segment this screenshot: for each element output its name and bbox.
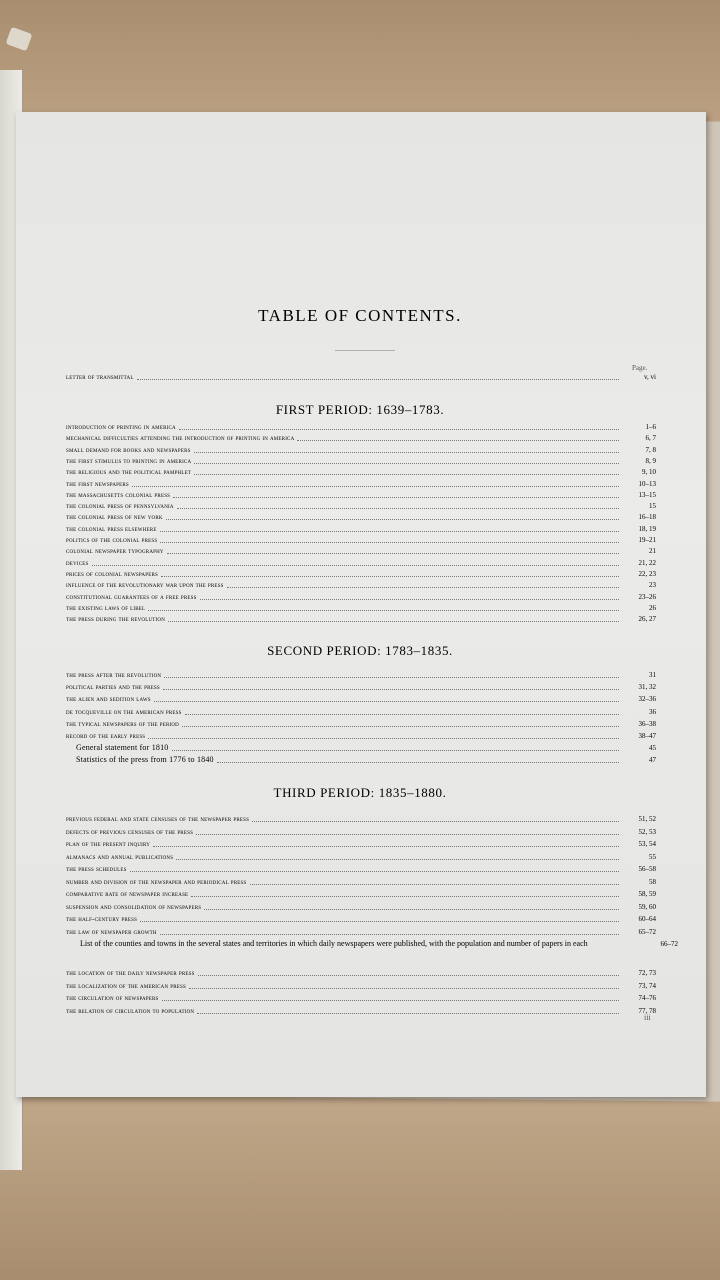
dot-leader [167, 552, 619, 554]
dot-leader [250, 883, 619, 885]
toc-entry [66, 979, 656, 991]
toc-entry-label: the first newspapers [66, 479, 129, 488]
toc-entry-label: the religious and the political pamphlet [66, 468, 192, 477]
toc-entry-label: the typical newspapers of the period [66, 719, 179, 728]
toc-entry-label: letter of transmittal [66, 373, 134, 381]
toc-entry-label: the existing laws of libel [66, 603, 146, 612]
toc-entry [66, 370, 656, 382]
dot-leader [197, 1012, 619, 1014]
toc-entry [66, 825, 656, 837]
toc-entry [66, 590, 656, 602]
page-column-heading: Page. [632, 364, 648, 372]
toc-entry-label: number and division of the newspaper and periodical press [66, 877, 247, 886]
toc-entry-label: the relation of circulation to population [66, 1006, 195, 1015]
dot-leader [176, 858, 619, 860]
toc-entry [66, 837, 656, 849]
toc-entry-page: 51, 52 [638, 815, 656, 823]
toc-entry [66, 533, 656, 545]
dot-leader [130, 870, 619, 872]
dot-leader [194, 473, 619, 475]
toc-entry-page: 56–58 [638, 865, 656, 873]
toc-entry-page: 26 [649, 603, 656, 612]
toc-entry-label: political parties and the press [66, 683, 160, 692]
toc-entry [66, 1004, 656, 1016]
dot-leader [168, 620, 619, 622]
toc-entry-page: 8, 9 [645, 456, 656, 465]
toc-entry-page: 15 [649, 502, 656, 511]
dot-leader [148, 737, 619, 739]
toc-entry [66, 522, 656, 534]
toc-entry-page: 6, 7 [645, 434, 656, 443]
section-heading: SECOND PERIOD: 1783–1835. [267, 643, 453, 658]
toc-entry-label: previous federal and state censuses of the newspaper press [66, 815, 250, 823]
toc-entry [66, 465, 656, 477]
toc-entry-label: the location of the daily newspaper press [66, 969, 195, 977]
toc-entry-label: the colonial press of new york [66, 513, 163, 522]
dot-leader [191, 895, 619, 897]
toc-entry [66, 912, 656, 924]
dot-leader [227, 586, 619, 588]
toc-entry-page: 31 [649, 671, 656, 679]
dot-leader [132, 485, 619, 487]
toc-entry-page: 52, 53 [638, 827, 656, 836]
toc-entry-page: 58, 59 [638, 890, 656, 898]
toc-entry [66, 753, 656, 765]
toc-entry-label: small demand for books and newspapers [66, 445, 191, 454]
dot-leader [297, 439, 619, 441]
toc-entry-page: 7, 8 [645, 445, 656, 454]
dot-leader [154, 700, 619, 702]
toc-entry [66, 556, 656, 568]
toc-entry-page: 21 [649, 547, 656, 556]
toc-entry-page: 77, 78 [638, 1006, 656, 1015]
toc-entry-label: List of the counties and towns in the several states and territories in which daily newspapers were published, with the population and number of papers in each [80, 939, 588, 948]
toc-entry-label: politics of the colonial press [66, 536, 158, 544]
folio-number: iii [644, 1013, 651, 1022]
toc-entry-page: 23 [649, 581, 656, 590]
toc-entry [66, 510, 656, 522]
toc-entry [66, 488, 656, 500]
dot-leader [162, 999, 619, 1001]
toc-entry-label: the press during the revolution [66, 615, 166, 624]
toc-entry [66, 420, 656, 432]
toc-entry-label: record of the early press [66, 732, 146, 740]
toc-entry-label: almanacs and annual publications [66, 852, 174, 861]
toc-entry-label: the massachusetts colonial press [66, 490, 171, 499]
dot-leader [160, 933, 619, 935]
toc-entry-label: constitutional guarantees of a free press [66, 592, 197, 601]
toc-entry-label: defects of previous censuses of the press [66, 827, 194, 836]
toc-entry [66, 692, 656, 704]
toc-entry-label: prices of colonial newspapers [66, 569, 158, 578]
dot-leader [194, 462, 619, 464]
toc-entry [66, 991, 656, 1003]
toc-entry-label: the colonial press elsewhere [66, 524, 157, 533]
toc-entry [66, 900, 656, 912]
toc-entry-label: the half-century press [66, 915, 138, 923]
toc-entry [66, 862, 656, 874]
toc-entry-label: devices [66, 558, 89, 567]
toc-entry [66, 812, 656, 824]
toc-entry-label: the circulation of newspapers [66, 994, 159, 1002]
toc-entry [66, 544, 656, 556]
toc-entry-page: 32–36 [638, 695, 656, 704]
toc-entry-page: 47 [649, 756, 656, 765]
background-table-top [0, 0, 720, 130]
toc-entry-page: 13–15 [638, 490, 656, 499]
dot-leader [185, 713, 619, 715]
dot-leader [204, 908, 619, 910]
toc-entry-label: the colonial press of pennsylvania [66, 502, 174, 511]
toc-entry [66, 680, 656, 692]
dot-leader [177, 507, 619, 509]
dot-leader [173, 496, 619, 498]
dot-leader [166, 518, 619, 520]
toc-entry-page: 19–21 [638, 536, 656, 544]
dot-leader [194, 451, 619, 453]
toc-entry-long [70, 938, 678, 950]
toc-entry-page: 31, 32 [638, 683, 656, 692]
toc-entry [66, 875, 656, 887]
toc-entry-label: Statistics of the press from 1776 to 1840 [76, 755, 214, 765]
toc-entry [66, 454, 656, 466]
dot-leader [164, 676, 619, 678]
toc-entry [66, 850, 656, 862]
toc-entry-page: 73, 74 [638, 981, 656, 990]
dot-leader [198, 974, 619, 976]
dot-leader [179, 428, 619, 430]
toc-entry-label: colonial newspaper typography [66, 547, 164, 556]
toc-entry-page: 9, 10 [642, 468, 656, 477]
dot-leader [148, 609, 619, 611]
toc-entry-page: 23–26 [638, 592, 656, 601]
toc-entry-label: de tocqueville on the american press [66, 707, 182, 716]
toc-entry [66, 443, 656, 455]
toc-entry-page: 1–6 [645, 423, 656, 431]
toc-entry-page: 72, 73 [638, 969, 656, 977]
toc-entry-label: the press schedules [66, 865, 127, 873]
toc-entry-page: 45 [649, 744, 656, 753]
toc-entry-label: plan of the present inquiry [66, 840, 151, 848]
dot-leader [196, 833, 619, 835]
toc-entry-page: 66–72 [660, 940, 678, 948]
toc-entry-label: comparative rate of newspaper increase [66, 890, 189, 898]
toc-entry [66, 705, 656, 717]
toc-entry [66, 567, 656, 579]
toc-entry-page: 58 [649, 877, 656, 886]
dot-leader [189, 987, 619, 989]
page-title: TABLE OF CONTENTS. [258, 306, 462, 325]
section-heading: FIRST PERIOD: 1639–1783. [275, 402, 445, 417]
toc-entry-page: 36 [649, 707, 656, 716]
dot-leader [182, 725, 619, 727]
toc-entry [66, 741, 656, 753]
toc-entry-page: 65–72 [638, 927, 656, 936]
toc-entry-page: 21, 22 [638, 558, 656, 567]
dot-leader [252, 820, 619, 822]
toc-entry-label: suspension and consolidation of newspapers [66, 902, 202, 911]
toc-entry [66, 887, 656, 899]
section-heading: THIRD PERIOD: 1835–1880. [273, 785, 447, 800]
toc-entry-page: v, vi [644, 373, 656, 381]
toc-entry [66, 578, 656, 590]
toc-entry-label: the press after the revolution [66, 671, 162, 679]
background-table-bottom [0, 1080, 720, 1280]
toc-entry-label: introduction of printing in america [66, 423, 176, 431]
dot-leader [153, 845, 619, 847]
toc-entry-page: 16–18 [638, 513, 656, 522]
toc-entry-page: 38–47 [638, 732, 656, 740]
toc-entry-label: influence of the revolutionary war upon the press [66, 581, 224, 590]
toc-entry [66, 717, 656, 729]
toc-entry-page: 22, 23 [638, 569, 656, 578]
toc-entry-label: General statement for 1810 [76, 743, 169, 753]
dot-leader [217, 761, 619, 763]
title-rule [335, 350, 395, 351]
toc-entry [66, 668, 656, 680]
toc-entry [66, 499, 656, 511]
toc-entry-page: 36–38 [638, 719, 656, 728]
toc-entry-label: the localization of the american press [66, 981, 186, 990]
toc-entry-page: 26, 27 [638, 615, 656, 624]
toc-entry-page: 10–13 [638, 479, 656, 488]
toc-entry [66, 966, 656, 978]
toc-entry-page: 74–76 [638, 994, 656, 1002]
toc-entry [66, 477, 656, 489]
dot-leader [92, 564, 619, 566]
dot-leader [200, 598, 619, 600]
dot-leader [160, 530, 619, 532]
toc-entry-label: the law of newspaper growth [66, 927, 157, 936]
toc-entry-page: 18, 19 [638, 524, 656, 533]
toc-entry [66, 601, 656, 613]
toc-entry-label: the first stimulus to printing in america [66, 456, 192, 465]
toc-entry-label: mechanical difficulties attending the introduction of printing in america [66, 434, 295, 443]
toc-entry [66, 925, 656, 937]
toc-entry-page: 60–64 [638, 915, 656, 923]
toc-entry [66, 729, 656, 741]
toc-entry [66, 612, 656, 624]
toc-entry-page: 59, 60 [638, 902, 656, 911]
dot-leader [172, 749, 619, 751]
toc-entry [66, 431, 656, 443]
dot-leader [163, 688, 619, 690]
dot-leader [140, 920, 619, 922]
toc-entry-page: 55 [649, 852, 656, 861]
dot-leader [161, 575, 619, 577]
dot-leader [160, 541, 619, 543]
dot-leader [137, 378, 619, 380]
toc-entry-label: the alien and sedition laws [66, 695, 151, 704]
toc-entry-page: 53, 54 [638, 840, 656, 848]
